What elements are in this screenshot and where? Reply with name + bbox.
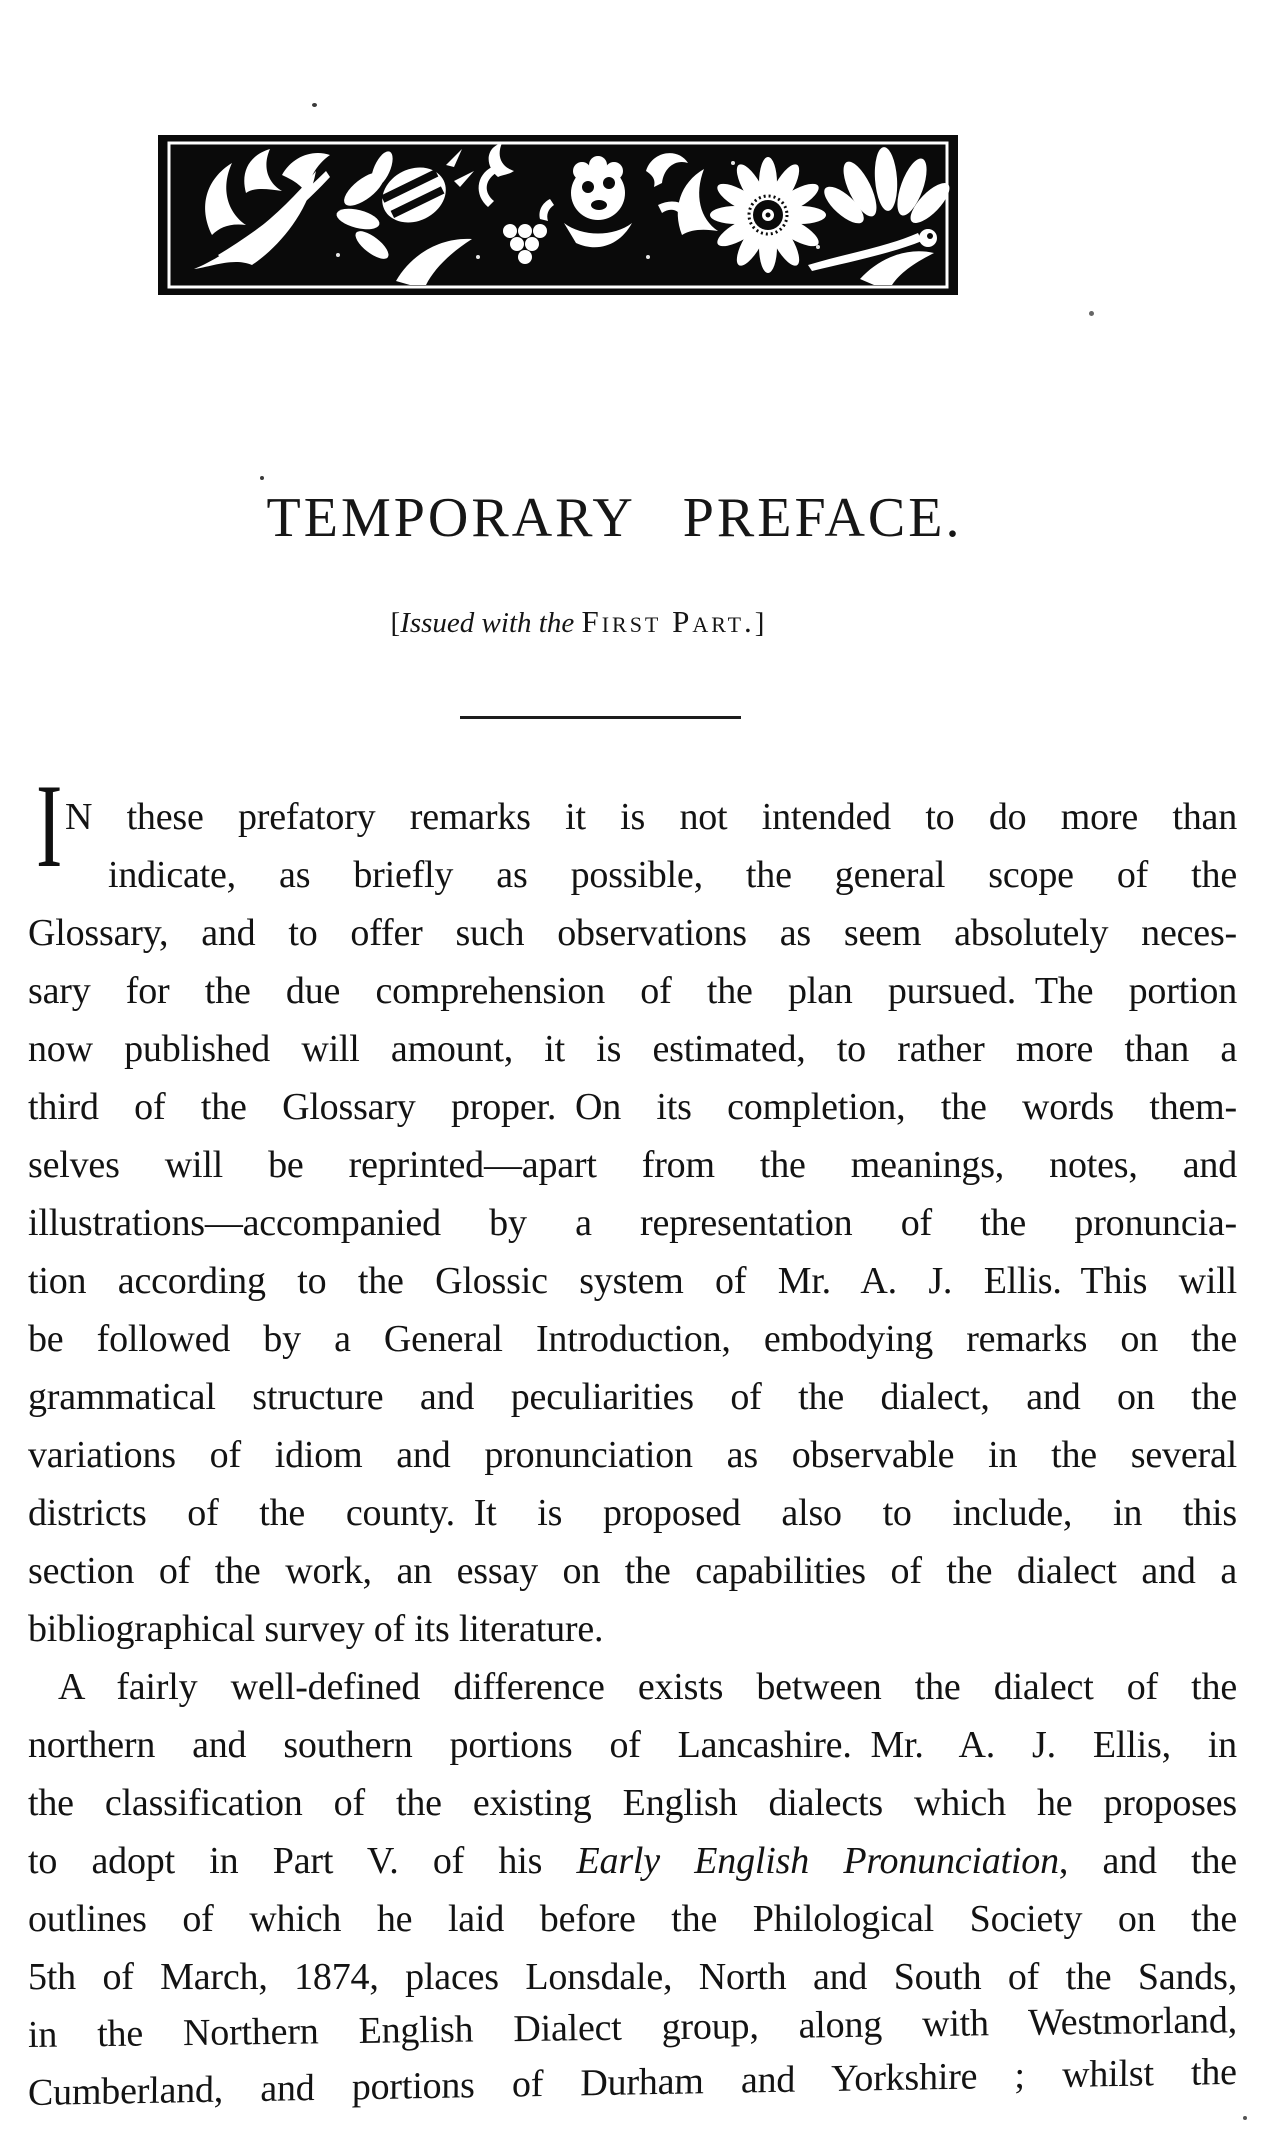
subtitle-italic-text: Issued with the bbox=[400, 607, 582, 639]
text-segment: grammatical structure and peculiarities of the dialect, and on the bbox=[28, 1376, 1237, 1418]
divider-rule bbox=[460, 716, 741, 719]
text-segment: third of the Glossary proper. On its completion, the words them- bbox=[28, 1086, 1237, 1128]
text-segment: section of the work, an essay on the capabilities of the dialect and a bbox=[28, 1550, 1237, 1592]
text-segment: variations of idiom and pronunciation as observable in the several bbox=[28, 1434, 1237, 1476]
text-line bbox=[28, 1600, 1237, 1658]
subtitle-bracket-open: [ bbox=[390, 607, 401, 639]
text-segment: A fairly well-defined difference exists between the dialect of the bbox=[58, 1666, 1237, 1708]
drop-cap: I bbox=[36, 759, 63, 892]
text-segment: illustrations—accompanied by a representation of the pronuncia- bbox=[28, 1202, 1237, 1244]
text-segment: districts of the county. It is proposed also to include, in this bbox=[28, 1492, 1237, 1534]
subtitle-bracket-close: ] bbox=[754, 607, 765, 639]
body-text bbox=[28, 788, 1237, 2122]
text-line bbox=[28, 1136, 1237, 1194]
ornament-band bbox=[158, 135, 958, 295]
text-segment: Glossary, and to offer such observations as seem absolutely neces- bbox=[28, 912, 1237, 954]
text-segment: selves will be reprinted—apart from the meanings, notes, and bbox=[28, 1144, 1237, 1186]
text-segment: to adopt in Part V. of his bbox=[28, 1840, 577, 1882]
text-segment: bibliographical survey of its literature. bbox=[28, 1608, 604, 1650]
text-line bbox=[28, 1890, 1237, 1948]
text-segment: Cumberland, and portions of Durham and Yorkshire ; whilst the bbox=[27, 2050, 1237, 2115]
floral-woodcut-ornament bbox=[158, 135, 958, 295]
text-line bbox=[28, 788, 1237, 846]
text-line bbox=[28, 1832, 1237, 1890]
scan-speck bbox=[1243, 2116, 1247, 2120]
scan-speck bbox=[1089, 311, 1094, 316]
text-segment: in the Northern English Dialect group, along with Westmorland, bbox=[27, 1999, 1238, 2056]
italic-text-segment: Early English Pronunciation bbox=[576, 1840, 1059, 1882]
scan-speck bbox=[260, 476, 264, 480]
text-line bbox=[28, 1310, 1237, 1368]
text-segment: the classification of the existing English dialects which he proposes bbox=[28, 1782, 1237, 1824]
text-line bbox=[28, 1252, 1237, 1310]
text-line bbox=[28, 1194, 1237, 1252]
text-line bbox=[28, 1484, 1237, 1542]
text-segment: 5th of March, 1874, places Lonsdale, North and South of the Sands, bbox=[28, 1956, 1237, 1998]
scan-speck bbox=[312, 103, 317, 107]
text-line bbox=[28, 962, 1237, 1020]
page-title: TEMPORARY PREFACE. bbox=[266, 487, 963, 549]
text-line bbox=[28, 1774, 1237, 1832]
text-line bbox=[28, 846, 1237, 904]
text-line bbox=[28, 1542, 1237, 1600]
text-segment: indicate, as briefly as possible, the general scope of the bbox=[108, 854, 1237, 896]
text-line bbox=[28, 1078, 1237, 1136]
text-segment: outlines of which he laid before the Philological Society on the bbox=[28, 1898, 1237, 1940]
text-line bbox=[28, 904, 1237, 962]
text-segment: tion according to the Glossic system of Mr. A. J. Ellis. This will bbox=[28, 1260, 1237, 1302]
text-segment: , and the bbox=[1058, 1840, 1237, 1882]
text-segment: northern and southern portions of Lancashire. Mr. A. J. Ellis, in bbox=[28, 1724, 1237, 1766]
text-segment: now published will amount, it is estimated, to rather more than a bbox=[28, 1028, 1237, 1070]
text-line bbox=[28, 1368, 1237, 1426]
subtitle bbox=[0, 604, 1182, 640]
text-line bbox=[28, 1426, 1237, 1484]
text-line bbox=[28, 1716, 1237, 1774]
text-segment: N these prefatory remarks it is not intended to do more than bbox=[65, 796, 1237, 838]
text-line bbox=[28, 1020, 1237, 1078]
subtitle-smallcaps-text: First Part. bbox=[581, 604, 755, 639]
text-segment: sary for the due comprehension of the plan pursued. The portion bbox=[28, 970, 1237, 1012]
text-segment: be followed by a General Introduction, embodying remarks on the bbox=[28, 1318, 1237, 1360]
text-line bbox=[28, 1658, 1237, 1716]
